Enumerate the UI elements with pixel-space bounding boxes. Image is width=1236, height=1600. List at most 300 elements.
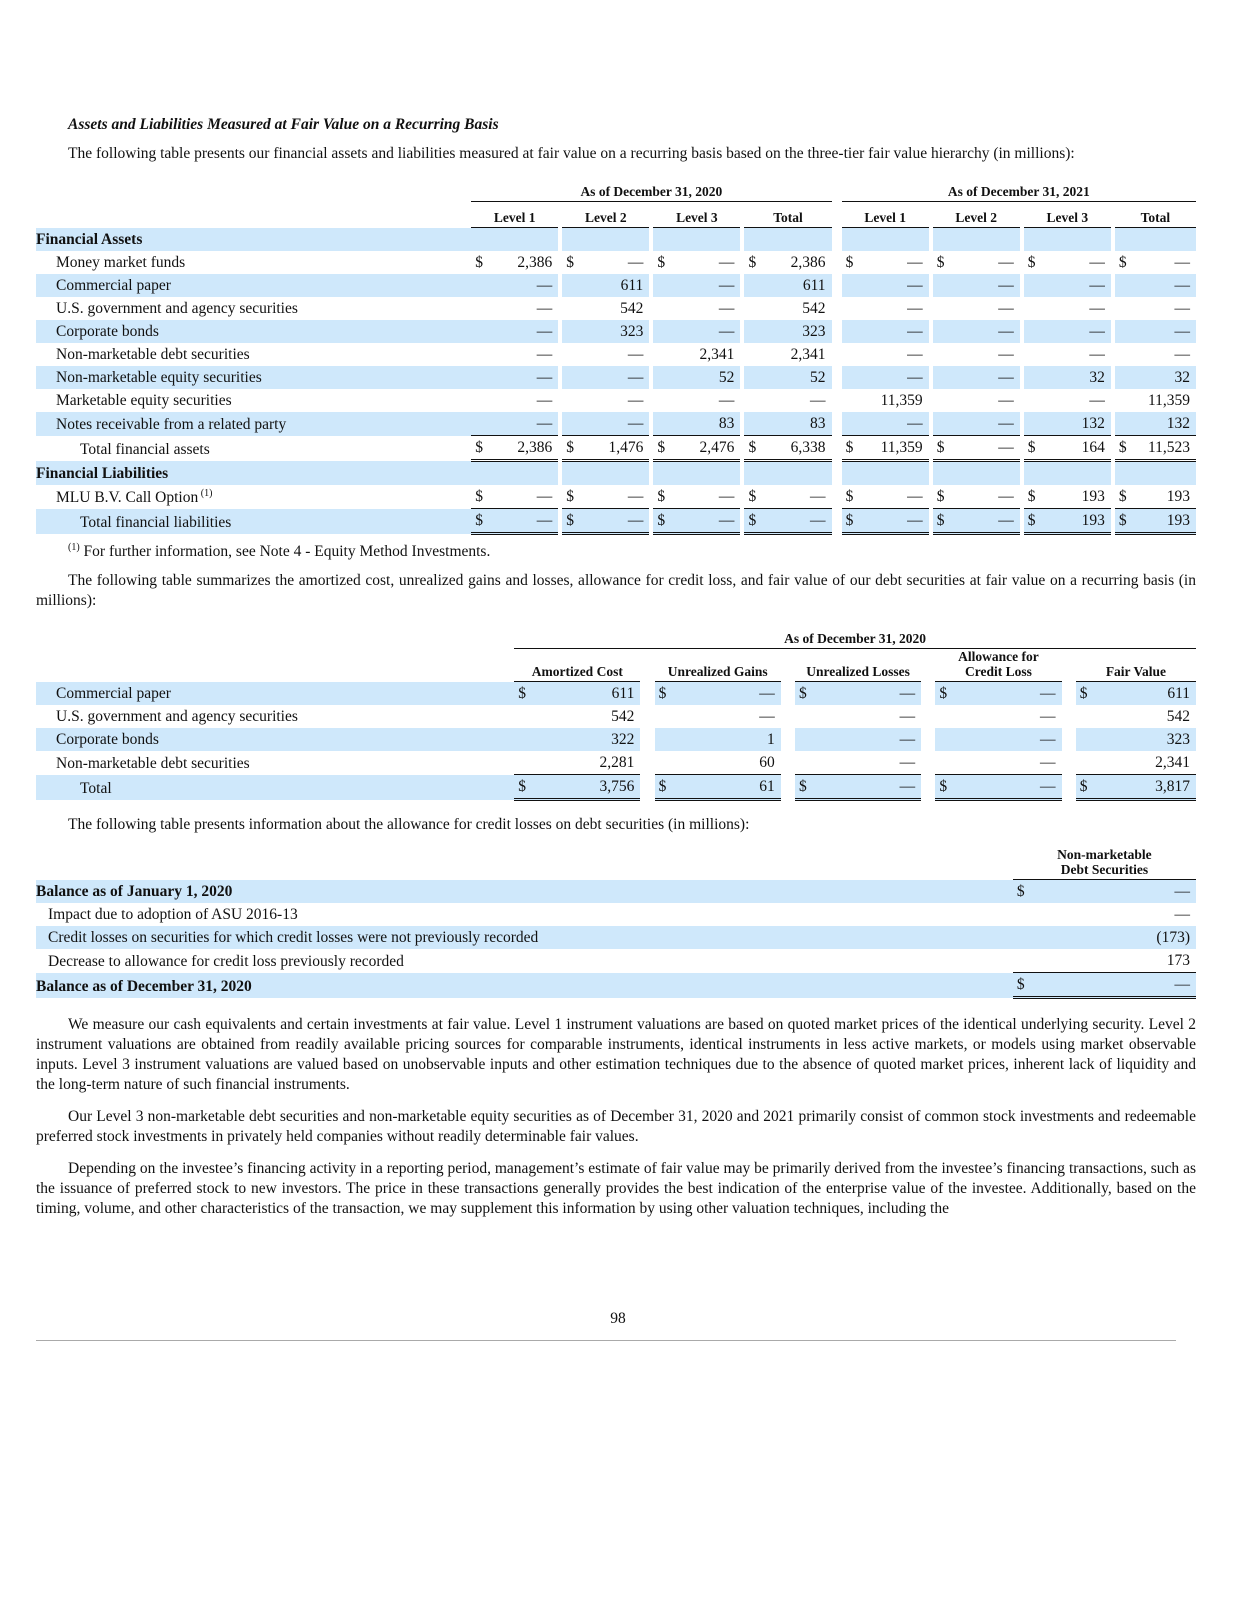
row-label: U.S. government and agency securities	[56, 708, 298, 725]
spacer	[1135, 461, 1196, 486]
spacer	[744, 461, 764, 486]
spacer	[832, 343, 842, 366]
cell-value: 2,341	[699, 346, 735, 363]
col-header: Level 1	[842, 202, 929, 228]
cell-value: 1	[675, 728, 781, 751]
currency-symbol: $	[471, 485, 491, 509]
footnote-mark: (1)	[198, 487, 213, 499]
spacer	[832, 389, 842, 412]
cell-value: (173)	[1033, 926, 1196, 949]
currency-symbol	[842, 412, 862, 436]
column-header-row	[36, 202, 1196, 228]
currency-symbol	[562, 412, 582, 436]
spacer	[781, 728, 795, 751]
currency-symbol	[562, 297, 582, 320]
spacer	[953, 461, 1020, 486]
spacer	[1062, 728, 1076, 751]
period-header-row	[36, 176, 1196, 202]
currency-symbol	[935, 728, 955, 751]
currency-symbol: $	[1115, 485, 1135, 509]
currency-symbol: $	[1024, 485, 1044, 509]
cell-value: 323	[1096, 728, 1196, 751]
currency-symbol: $	[562, 509, 582, 534]
currency-symbol	[471, 366, 491, 389]
currency-symbol	[653, 320, 673, 343]
cell-value: —	[675, 682, 781, 706]
currency-symbol	[933, 412, 953, 436]
currency-symbol	[562, 320, 582, 343]
currency-symbol	[653, 412, 673, 436]
currency-symbol	[471, 343, 491, 366]
cell-value: —	[1044, 320, 1111, 343]
balance-row	[36, 973, 1196, 998]
cell-value: —	[907, 300, 923, 317]
cell-value: 11,359	[880, 392, 923, 409]
cell-value: —	[862, 509, 929, 534]
currency-symbol	[795, 751, 815, 775]
currency-symbol: $	[475, 254, 483, 271]
fair-value-hierarchy-table	[36, 176, 1196, 535]
currency-symbol	[514, 728, 534, 751]
spacer	[781, 705, 795, 728]
table-row	[36, 926, 1196, 949]
currency-symbol	[1115, 274, 1135, 297]
cell-value: —	[810, 392, 826, 409]
cell-value: —	[491, 412, 558, 436]
currency-symbol: $	[1024, 509, 1044, 534]
body-paragraph-2: Our Level 3 non-marketable debt securities and non-marketable equity securities as of December 31, 2020 and 2021 primarily consist of common stock investments and redeemable preferred stock investments in privately held companies without readily determinable fair values.	[36, 1108, 1196, 1145]
cell-value: 3,756	[535, 775, 641, 800]
currency-symbol: $	[935, 682, 955, 706]
row-label: Money market funds	[56, 254, 186, 271]
cell-value: —	[718, 392, 735, 409]
currency-symbol: $	[1027, 254, 1036, 271]
currency-symbol: $	[845, 254, 854, 271]
currency-symbol: $	[744, 436, 764, 461]
currency-symbol	[653, 297, 673, 320]
currency-symbol	[933, 389, 953, 412]
cell-value: —	[1040, 708, 1056, 725]
cell-value: —	[491, 274, 558, 297]
cell-value: 542	[611, 708, 635, 725]
table-row	[36, 320, 1196, 343]
currency-symbol	[471, 320, 491, 343]
table-row	[36, 485, 1196, 509]
currency-symbol	[935, 751, 955, 775]
table-row	[36, 366, 1196, 389]
currency-symbol	[471, 274, 491, 297]
currency-symbol: $	[566, 254, 575, 271]
cell-value: —	[759, 708, 775, 725]
cell-value: —	[956, 775, 1062, 800]
cell-value: 611	[765, 274, 832, 297]
col-header: Level 2	[562, 202, 649, 228]
body-paragraph-3: Depending on the investee’s financing activity in a reporting period, management’s estimate of fair value may be primarily derived from the investee’s financing transactions, such as the issuance of preferred stock to new investors. The price in these transactions generally provides the best indication of the enterprise value of the investee. Additionally, based on the timing, volume, and other characteristics of the transaction, we may supplement this information by using other valuation techniques, including the	[36, 1160, 1196, 1217]
cell-value: 61	[675, 775, 781, 800]
cell-value: 193	[1044, 485, 1111, 509]
table-row	[36, 903, 1196, 926]
currency-symbol: $	[1076, 682, 1096, 706]
cell-value: 542	[620, 300, 644, 317]
cell-value: 323	[765, 320, 832, 343]
section-row-liabilities	[36, 461, 1196, 486]
col-header: Level 3	[653, 202, 740, 228]
row-label: Commercial paper	[36, 274, 471, 297]
currency-symbol: $	[1115, 509, 1135, 534]
cell-value: —	[536, 300, 553, 317]
currency-symbol: $	[935, 775, 955, 800]
currency-symbol: $	[653, 485, 673, 509]
currency-symbol	[514, 705, 534, 728]
cell-value: —	[1135, 320, 1196, 343]
currency-symbol	[1115, 389, 1135, 412]
period-header-row	[36, 623, 1196, 649]
currency-symbol	[933, 274, 953, 297]
spacer	[640, 728, 654, 751]
col-header: Non-marketable Debt Securities	[1013, 847, 1196, 880]
cell-value: 83	[674, 412, 741, 436]
cell-value: —	[718, 254, 735, 271]
currency-symbol: $	[744, 485, 764, 509]
spacer	[491, 461, 558, 486]
spacer	[640, 775, 654, 800]
currency-symbol: $	[514, 775, 534, 800]
spacer	[1062, 682, 1076, 706]
cell-value: 193	[1044, 509, 1111, 534]
cell-value: —	[1033, 973, 1196, 998]
cell-value: —	[1033, 880, 1196, 904]
currency-symbol	[1024, 412, 1044, 436]
currency-symbol	[1024, 297, 1044, 320]
currency-symbol	[744, 343, 764, 366]
spacer	[640, 705, 654, 728]
currency-symbol	[795, 728, 815, 751]
cell-value: —	[862, 412, 929, 436]
table-row	[36, 251, 1196, 274]
currency-symbol	[1013, 926, 1033, 949]
cell-value: 193	[1135, 485, 1196, 509]
currency-symbol	[1013, 903, 1033, 926]
cell-value: 2,386	[491, 436, 558, 461]
cell-value: 132	[1044, 412, 1111, 436]
spacer	[781, 682, 795, 706]
col-header: Amortized Cost	[514, 649, 640, 682]
col-header: Total	[1115, 202, 1196, 228]
currency-symbol	[795, 705, 815, 728]
table-row	[36, 728, 1196, 751]
spacer	[1044, 461, 1111, 486]
cell-value: —	[998, 300, 1014, 317]
table-row	[36, 274, 1196, 297]
table-row	[36, 297, 1196, 320]
cell-value: —	[953, 436, 1020, 461]
cell-value: 3,817	[1096, 775, 1196, 800]
cell-value: —	[627, 254, 644, 271]
cell-value: 611	[1096, 682, 1196, 706]
currency-symbol	[1024, 366, 1044, 389]
row-label: Total financial liabilities	[36, 509, 471, 534]
cell-value: —	[956, 682, 1062, 706]
cell-value: —	[907, 254, 923, 271]
row-label: Commercial paper	[36, 682, 514, 706]
cell-value: —	[536, 346, 553, 363]
cell-value: —	[1089, 346, 1105, 363]
col-header: Total	[744, 202, 831, 228]
cell-value: 11,523	[1135, 436, 1196, 461]
period-header-2020: As of December 31, 2020	[471, 176, 831, 202]
row-label: Balance as of January 1, 2020	[36, 880, 1013, 904]
credit-loss-allowance-table	[36, 847, 1196, 999]
page-footer-rule	[36, 1340, 1176, 1341]
balance-row	[36, 880, 1196, 904]
cell-value: —	[765, 509, 832, 534]
currency-symbol: $	[933, 436, 953, 461]
spacer	[832, 366, 842, 389]
currency-symbol	[933, 343, 953, 366]
spacer	[765, 461, 832, 486]
currency-symbol: $	[1013, 880, 1033, 904]
cell-value: —	[1089, 300, 1105, 317]
spacer	[832, 251, 842, 274]
period-header: As of December 31, 2020	[514, 623, 1196, 649]
row-label: Non-marketable equity securities	[36, 366, 471, 389]
period-header-2021: As of December 31, 2021	[842, 176, 1196, 202]
currency-symbol	[655, 751, 675, 775]
currency-symbol	[471, 297, 491, 320]
currency-symbol	[653, 274, 673, 297]
row-label: Non-marketable debt securities	[56, 754, 250, 772]
currency-symbol: $	[842, 436, 862, 461]
currency-symbol	[842, 274, 862, 297]
currency-symbol: $	[655, 682, 675, 706]
assets-rows	[36, 251, 1196, 534]
cell-value: —	[998, 392, 1014, 409]
spacer	[921, 682, 935, 706]
currency-symbol: $	[744, 509, 764, 534]
cell-value: 2,281	[535, 751, 641, 775]
currency-symbol	[1115, 366, 1135, 389]
spacer	[640, 682, 654, 706]
cell-value: 32	[1135, 366, 1196, 389]
document-page	[36, 116, 1196, 1231]
spacer	[674, 461, 741, 486]
table-row	[36, 949, 1196, 973]
spacer	[1062, 775, 1076, 800]
currency-symbol: $	[1118, 254, 1127, 271]
cell-value: —	[998, 254, 1014, 271]
row-label: Notes receivable from a related party	[36, 412, 471, 436]
debt-rows	[36, 682, 1196, 800]
spacer	[1024, 461, 1044, 486]
currency-symbol	[471, 389, 491, 412]
cell-value: —	[862, 366, 929, 389]
currency-symbol	[653, 366, 673, 389]
col-header: Allowance for Credit Loss	[935, 649, 1061, 682]
row-label: Balance as of December 31, 2020	[36, 973, 1013, 998]
currency-symbol: $	[748, 254, 757, 271]
currency-symbol: $	[653, 509, 673, 534]
currency-symbol	[842, 320, 862, 343]
cell-value: —	[862, 274, 929, 297]
cell-value: —	[998, 346, 1014, 363]
currency-symbol	[1115, 412, 1135, 436]
spacer	[562, 461, 582, 486]
cell-value: —	[1135, 274, 1196, 297]
total-row	[36, 775, 1196, 800]
cell-value: 2,341	[790, 346, 826, 363]
spacer	[832, 485, 842, 509]
currency-symbol	[842, 366, 862, 389]
cell-value: —	[583, 366, 650, 389]
currency-symbol: $	[471, 509, 491, 534]
cell-value: —	[536, 392, 553, 409]
cell-value: 11,359	[862, 436, 929, 461]
cell-value: —	[718, 300, 735, 317]
cell-value: —	[953, 412, 1020, 436]
currency-symbol	[744, 297, 764, 320]
currency-symbol: $	[657, 254, 666, 271]
currency-symbol: $	[562, 436, 582, 461]
currency-symbol: $	[936, 254, 945, 271]
cell-value: 2,341	[1096, 751, 1196, 775]
row-label: Non-marketable debt securities	[56, 346, 250, 363]
spacer	[832, 412, 842, 436]
cell-value: —	[953, 320, 1020, 343]
col-header: Unrealized Losses	[795, 649, 921, 682]
cell-value: —	[1089, 254, 1105, 271]
col-header: Level 2	[933, 202, 1020, 228]
cell-value: —	[953, 274, 1020, 297]
currency-symbol	[1024, 274, 1044, 297]
col-header: Level 1	[471, 202, 558, 228]
row-label: Corporate bonds	[36, 320, 471, 343]
cell-value: 52	[674, 366, 741, 389]
cell-value: —	[674, 509, 741, 534]
currency-symbol	[744, 366, 764, 389]
cell-value: 611	[583, 274, 650, 297]
currency-symbol: $	[933, 509, 953, 534]
spacer	[862, 461, 929, 486]
page-number: 98	[610, 1310, 626, 1327]
cell-value: —	[907, 346, 923, 363]
cell-value: —	[1174, 906, 1190, 923]
row-label: Decrease to allowance for credit loss previously recorded	[48, 952, 404, 970]
intro-paragraph-2: The following table summarizes the amortized cost, unrealized gains and losses, allowance for credit loss, and fair value of our debt securities at fair value on a recurring basis (in millions):	[36, 572, 1196, 609]
cell-value: 6,338	[765, 436, 832, 461]
currency-symbol: $	[471, 436, 491, 461]
currency-symbol	[935, 705, 955, 728]
spacer	[781, 751, 795, 775]
spacer	[471, 461, 491, 486]
row-label: Corporate bonds	[36, 728, 514, 751]
spacer	[832, 461, 842, 486]
cell-value: —	[491, 366, 558, 389]
currency-symbol: $	[842, 485, 862, 509]
cell-value: —	[1174, 300, 1190, 317]
currency-symbol	[842, 389, 862, 412]
cell-value: —	[815, 728, 921, 751]
currency-symbol	[1115, 343, 1135, 366]
currency-symbol: $	[562, 485, 582, 509]
table-row	[36, 751, 1196, 775]
total-row	[36, 436, 1196, 461]
table-row	[36, 682, 1196, 706]
cell-value: 611	[535, 682, 641, 706]
cell-value: 52	[765, 366, 832, 389]
currency-symbol: $	[842, 509, 862, 534]
spacer	[832, 297, 842, 320]
currency-symbol	[1115, 320, 1135, 343]
section-label: Financial Liabilities	[36, 461, 471, 486]
row-label: MLU B.V. Call Option $^{(1)}$	[56, 487, 213, 506]
currency-symbol: $	[795, 682, 815, 706]
cell-value: —	[956, 751, 1062, 775]
row-label: Marketable equity securities	[56, 392, 232, 409]
currency-symbol	[1013, 949, 1033, 973]
cell-value: —	[956, 728, 1062, 751]
spacer	[1062, 705, 1076, 728]
table-row	[36, 412, 1196, 436]
footnote-mark: (1)	[68, 541, 80, 553]
currency-symbol	[842, 297, 862, 320]
spacer	[921, 705, 935, 728]
col-header: Level 3	[1024, 202, 1111, 228]
spacer	[832, 436, 842, 461]
cell-value: 164	[1044, 436, 1111, 461]
currency-symbol	[653, 343, 673, 366]
cell-value: —	[815, 682, 921, 706]
column-header-row	[36, 847, 1196, 880]
currency-symbol	[514, 751, 534, 775]
cell-value: —	[862, 320, 929, 343]
currency-symbol	[1076, 751, 1096, 775]
allowance-rows	[36, 880, 1196, 998]
debt-securities-table	[36, 623, 1196, 801]
currency-symbol	[933, 320, 953, 343]
currency-symbol: $	[514, 682, 534, 706]
cell-value: 132	[1135, 412, 1196, 436]
total-row	[36, 509, 1196, 534]
cell-value: 323	[583, 320, 650, 343]
cell-value: —	[1044, 274, 1111, 297]
footnote	[68, 543, 1196, 561]
currency-symbol: $	[653, 436, 673, 461]
row-label: Total financial assets	[80, 440, 210, 458]
cell-value: 542	[802, 300, 826, 317]
currency-symbol: $	[1076, 775, 1096, 800]
cell-value: 322	[535, 728, 641, 751]
cell-value: 2,386	[517, 254, 553, 271]
cell-value: 193	[1135, 509, 1196, 534]
intro-paragraph-1: The following table presents our financial assets and liabilities measured at fair value on a recurring basis based on the three-tier fair value hierarchy (in millions):	[68, 145, 1075, 162]
table-row	[36, 343, 1196, 366]
currency-symbol	[1076, 705, 1096, 728]
cell-value: 11,359	[1147, 392, 1190, 409]
cell-value: —	[583, 412, 650, 436]
cell-value: —	[765, 485, 832, 509]
cell-value: 542	[1166, 708, 1190, 725]
spacer	[832, 274, 842, 297]
spacer	[921, 751, 935, 775]
currency-symbol	[562, 274, 582, 297]
currency-symbol	[933, 297, 953, 320]
currency-symbol: $	[933, 485, 953, 509]
spacer	[583, 461, 650, 486]
cell-value: —	[953, 509, 1020, 534]
currency-symbol: $	[655, 775, 675, 800]
spacer	[933, 461, 953, 486]
cell-value: —	[491, 509, 558, 534]
